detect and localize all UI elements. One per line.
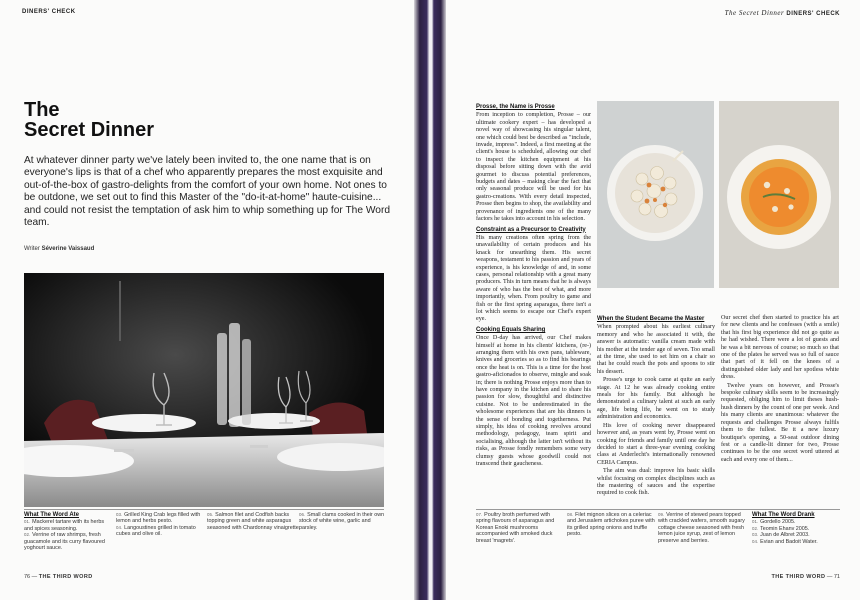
footer-left: 76 — THE THIRD WORD xyxy=(24,574,93,580)
section-header-right xyxy=(725,9,840,17)
paragraph: His many creations often spring from the unavailability of certain produces and his knack for unearthing them. His secret weapons, testament to his passion and years of experience, is his knowledge of and, in some cases, personal relationship with a great many producers. This in turn means that he is always aware of who has the best of what, and more importantly, when. From poultry to game and fish or the first spring asparagus, there isn't a lot which seems to escape our Chef's expert eye. xyxy=(476,234,591,323)
menu-divider-left xyxy=(24,509,384,510)
what-ate-col-4 xyxy=(299,512,385,531)
byline xyxy=(24,246,94,252)
right-page xyxy=(446,0,860,600)
header-article-title: The Secret Dinner xyxy=(724,9,785,17)
subheading-cooking: Cooking Equals Sharing xyxy=(476,326,546,333)
soup-dish-photo xyxy=(719,101,839,288)
menu-item: 07. Poultry broth perfumed with spring flavours of asparagus and Korean Enoki mushrooms accompanied with smoked duck breast 'magrets'. xyxy=(476,512,555,544)
drink-item: 01. Gordello 2005. xyxy=(752,519,796,526)
soup-plate-illustration xyxy=(719,101,839,288)
menu-item: 09. Verrine of stewed pears topped with crackled wafers, smooth sugary cottage cheese seasoned with fresh lemon juice syrup, zest of lemon preserve and berries. xyxy=(658,512,745,544)
byline-label: Writer xyxy=(24,246,40,252)
section-header-left: DINERS' CHECK xyxy=(22,9,76,15)
byline-name: Séverine Vaissaud xyxy=(41,246,95,252)
article-lede: At whatever dinner party we've lately been invited to, the one name that is on everyone's lips is that of a chef who apparently prepares the most exquisite and out-of-the-box of gastro-delights from the comfort of your own home. Not ones to be outdone, we set out to find this Master of the "do-it-at-home" haute-cuisine... and could not resist the temptation of ask him to whip something up for The Word team. xyxy=(24,155,391,229)
what-ate-heading: What The Word Ate xyxy=(24,512,79,518)
paragraph: Prosse's urge to cook came at quite an early stage. At 12 he was already cooking entire meals for his family. But although he demonstrated a culinary talent at such an early age, life being life, he went on to study administration and economics. xyxy=(597,377,715,421)
article-column-1 xyxy=(476,101,591,470)
menu-item: 02. Verrine of raw shrimps, fresh guacamole and its curry flavoured yoghourt sauce. xyxy=(24,532,105,552)
menu-item: 03. Grilled King Crab legs filled with lemon and herbs pesto. xyxy=(116,512,201,525)
left-page xyxy=(0,0,414,600)
what-ate-col-2 xyxy=(116,512,206,538)
page-number-left: 76 xyxy=(24,574,31,580)
drink-item: 02. Teomin Ehanv 2005. xyxy=(752,525,810,532)
subheading-prosse: Prosse, the Name is Prosse xyxy=(476,104,555,110)
paragraph: His love of cooking never disappeared however and, as years went by, Prosse went on cooking for friends and family until one day he decided to start a three-year evening cooking class at Anderlecht's internationally renowned CERIA Campus. xyxy=(597,422,715,466)
menu-item: 06. Small clams cooked in their own stock of white wine, garlic and parsley. xyxy=(299,512,385,531)
what-ate-col-1 xyxy=(24,512,106,551)
article-column-3 xyxy=(721,315,839,465)
mushroom-dish-photo xyxy=(597,101,714,288)
publication-name-left: THE THIRD WORD xyxy=(38,574,93,580)
header-section: DINERS' CHECK xyxy=(786,11,840,17)
mushroom-bowl-illustration xyxy=(597,101,714,288)
menu-item: 04. Langoustines grilled in tomato cubes and olive oil. xyxy=(116,524,196,538)
menu-item: 01. Mackerel tartare with its herbs and spices seasoning. xyxy=(24,519,105,532)
subheading-constraint: Constraint as a Precursor to Creativity xyxy=(476,226,586,233)
what-ate-col-7 xyxy=(658,512,748,544)
menu-item: 08. Filet mignon slices on a celeriac and Jerusalem artichokes puree with its grilled spring onions and truffle pesto. xyxy=(567,512,655,538)
subheading-student: When the Student Became the Master xyxy=(597,316,705,322)
publication-name-right: THE THIRD WORD xyxy=(771,574,826,580)
magazine-spine xyxy=(414,0,446,600)
dinner-table-photo xyxy=(24,273,384,507)
what-ate-col-5 xyxy=(476,512,566,544)
paragraph: When prompted about his earliest culinary memory and who he associated it with, the answer is automatic: vanilla cream made with his mother at the tender age of seven. Too small at the time, she used to set him on a chair so that he could reach the pots and spoons to stir his dessert. xyxy=(597,324,715,375)
menu-item: 05. Salmon filet and Codfish backs topping green and white asparagus seasoned with Chardonnay vinaigrette. xyxy=(207,512,301,531)
what-ate-col-3 xyxy=(207,512,301,531)
drink-item: 03. Juan de Albret 2003. xyxy=(752,532,810,539)
paragraph: Once D-day has arrived, our Chef makes himself at home in his clients' kitchens, (re-) arranging them with his own pans, tableware, knives and groceries so as to find his bearings once the heat is on. This is a time for the host gastro-aficionados to observe, mingle and soak in; there is nothing Prosse enjoys more than to have company in the kitchen and to share his passion for slow, thoughtful and distinctive cuisine. Not to be underestimated in the wholesome experiences that are his dinners is the sense of bonding and togetherness. Put simply, his idea of cooking revolves around methodology, pedagogy, team spirit and socialising, although the latter isn't without its risks, as Prosse fondly remembers some very clumsy guests whose goodwill could not transcend their gaucheness. xyxy=(476,335,591,468)
paragraph: From inception to completion, Prosse – our ultimate cookery expert – has developed a novel way of showcasing his singular talent, one which could best be described as "include, invade, impress". Indeed, a first meeting at the client's house is scheduled, allowing our chef to inspect the kitchen equipment at his disposal before sitting down with the avid gourmet to discuss potential preferences, budgets and dates – making clear the fact that only seasonal produce will be used for his gastro-creations. With every detail inspected, Prosse then begins to shop, the availability and provenance of ingredients one of the many factors he takes into account in his selection. xyxy=(476,112,591,223)
article-column-2 xyxy=(597,313,715,499)
title-line-2: Secret Dinner xyxy=(24,119,155,141)
page-number-right: 71 xyxy=(833,574,840,580)
article-title xyxy=(24,100,154,140)
paragraph: Twelve years on however, and Prosse's bespoke culinary skills seem to be increasingly requested, obliging him to limit theses hush-hush dinners by the count of one per week. And his many clients are unanimous: whatever the requests and challenges Prosse always fulfils them to the fullest. Be it a new luxury boutique's opening, a 50-seat outdoor dining fest or a candle-lit dinner for two, Prosse continues to be the one secret word uttered at each and every one of them... xyxy=(721,382,839,463)
menu-divider-right xyxy=(476,509,840,510)
what-drank-heading: What The Word Drank xyxy=(752,512,815,518)
paragraph: The aim was dual: improve his basic skills whilst focusing on complex disciplines such as the mastering of sauces and the expertise required to cook fish. xyxy=(597,468,715,497)
what-ate-col-6 xyxy=(567,512,655,538)
dinner-table-illustration xyxy=(24,273,384,507)
title-line-1: The xyxy=(24,99,60,121)
what-drank-col xyxy=(752,512,840,545)
footer-right: THE THIRD WORD — 71 xyxy=(771,574,840,580)
paragraph: Our secret chef then started to practice his art for new clients and he confesses (with a smile) that his first big experience did not go quite as he had wished. There were a lot of guests and he was a bit nervous of course; so much so that one of the plates he served was so full of sauce that part of it fell on the knees of a distinguished older lady and her spotless white dress. xyxy=(721,315,839,381)
drink-item: 04. Evian and Badoit Water. xyxy=(752,538,818,545)
